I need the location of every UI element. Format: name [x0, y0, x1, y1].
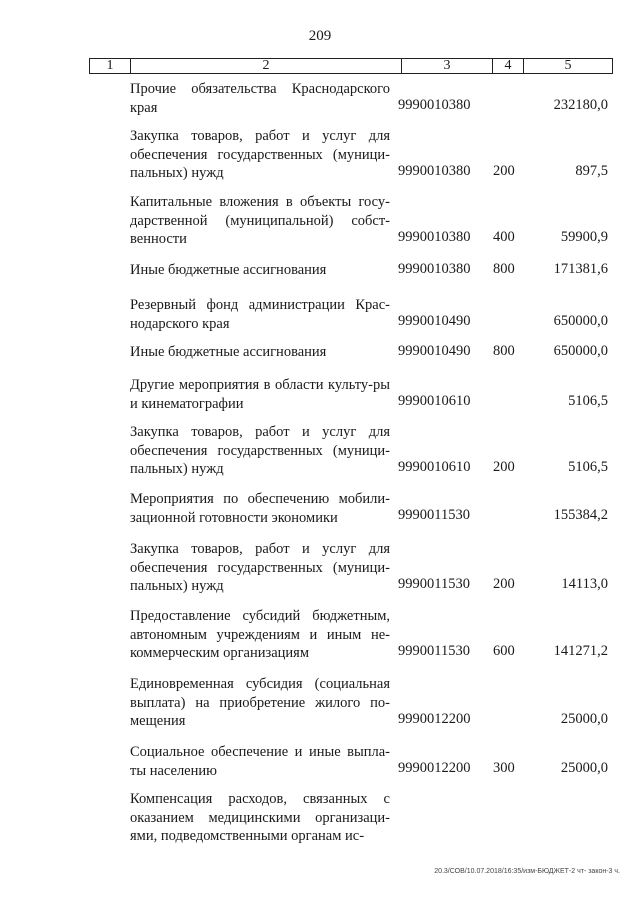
- row-code: 9990012200: [398, 760, 471, 776]
- row-code: 9990011530: [398, 507, 470, 523]
- row-code: 9990010380: [398, 97, 471, 113]
- row-name: Социальное обеспечение и иные выпла-ты населению: [130, 744, 390, 779]
- row-name: Иные бюджетные ассигнования: [130, 262, 327, 278]
- row-name: Закупка товаров, работ и услуг для обеспечения государственных (муници-пальных) нужд: [130, 128, 390, 181]
- row-sum: 5106,5: [568, 393, 608, 409]
- row-sum: 897,5: [575, 163, 608, 179]
- row-sum: 59900,9: [560, 229, 608, 245]
- row-sum: 171381,6: [553, 261, 608, 277]
- row-name: Предоставление субсидий бюджетным, автономным учреждениям и иным не-коммерческим организациям: [130, 608, 390, 661]
- row-code: 9990010490: [398, 313, 471, 329]
- row-code: 9990012200: [398, 711, 471, 727]
- row-code: 9990010380: [398, 163, 471, 179]
- row-code: 9990011530: [398, 576, 470, 592]
- row-vr: 200: [493, 576, 515, 592]
- row-code: 9990010380: [398, 261, 471, 277]
- row-vr: 200: [493, 459, 515, 475]
- row-code: 9990011530: [398, 643, 470, 659]
- row-name: Другие мероприятия в области культу-ры и кинематографии: [130, 377, 390, 412]
- row-sum: 155384,2: [553, 507, 608, 523]
- row-vr: 800: [493, 261, 515, 277]
- row-name: Мероприятия по обеспечению мобили-зационной готовности экономики: [130, 491, 390, 526]
- row-sum: 650000,0: [553, 313, 608, 329]
- header-col-1: 1: [90, 59, 131, 73]
- page-number: 209: [308, 28, 332, 44]
- row-sum: 650000,0: [553, 343, 608, 359]
- row-sum: 25000,0: [560, 760, 608, 776]
- header-col-4: 4: [493, 59, 524, 73]
- row-name: Закупка товаров, работ и услуг для обеспечения государственных (муници-пальных) нужд: [130, 541, 390, 594]
- row-sum: 141271,2: [553, 643, 608, 659]
- row-vr: 600: [493, 643, 515, 659]
- row-code: 9990010380: [398, 229, 471, 245]
- row-name: Капитальные вложения в объекты госу-дарственной (муниципальной) собст-венности: [130, 194, 390, 247]
- row-name: Резервный фонд администрации Крас-нодарского края: [130, 297, 390, 332]
- row-vr: 800: [493, 343, 515, 359]
- header-col-3: 3: [402, 59, 493, 73]
- document-footer: 20.3/СОВ/10.07.2018/16:35/изм-БЮДЖЕТ-2 чт- закон-3 ч.: [434, 868, 620, 875]
- row-vr: 300: [493, 760, 515, 776]
- row-sum: 232180,0: [553, 97, 608, 113]
- row-name: Единовременная субсидия (социальная выплата) на приобретение жилого по-мещения: [130, 676, 390, 729]
- header-col-5: 5: [564, 58, 572, 73]
- row-name: Компенсация расходов, связанных с оказанием медицинскими организаци-ями, подведомственными органам ис-: [130, 791, 390, 844]
- row-sum: 14113,0: [561, 576, 608, 592]
- row-sum: 25000,0: [560, 711, 608, 727]
- row-sum: 5106,5: [568, 459, 608, 475]
- row-code: 9990010610: [398, 393, 471, 409]
- row-vr: 400: [493, 229, 515, 245]
- row-code: 9990010490: [398, 343, 471, 359]
- row-name: Иные бюджетные ассигнования: [130, 344, 327, 360]
- header-col-2: 2: [131, 59, 402, 73]
- row-name: Прочие обязательства Краснодарского края: [130, 81, 390, 116]
- row-vr: 200: [493, 163, 515, 179]
- table-header: [89, 58, 613, 74]
- row-code: 9990010610: [398, 459, 471, 475]
- row-name: Закупка товаров, работ и услуг для обеспечения государственных (муници-пальных) нужд: [130, 424, 390, 477]
